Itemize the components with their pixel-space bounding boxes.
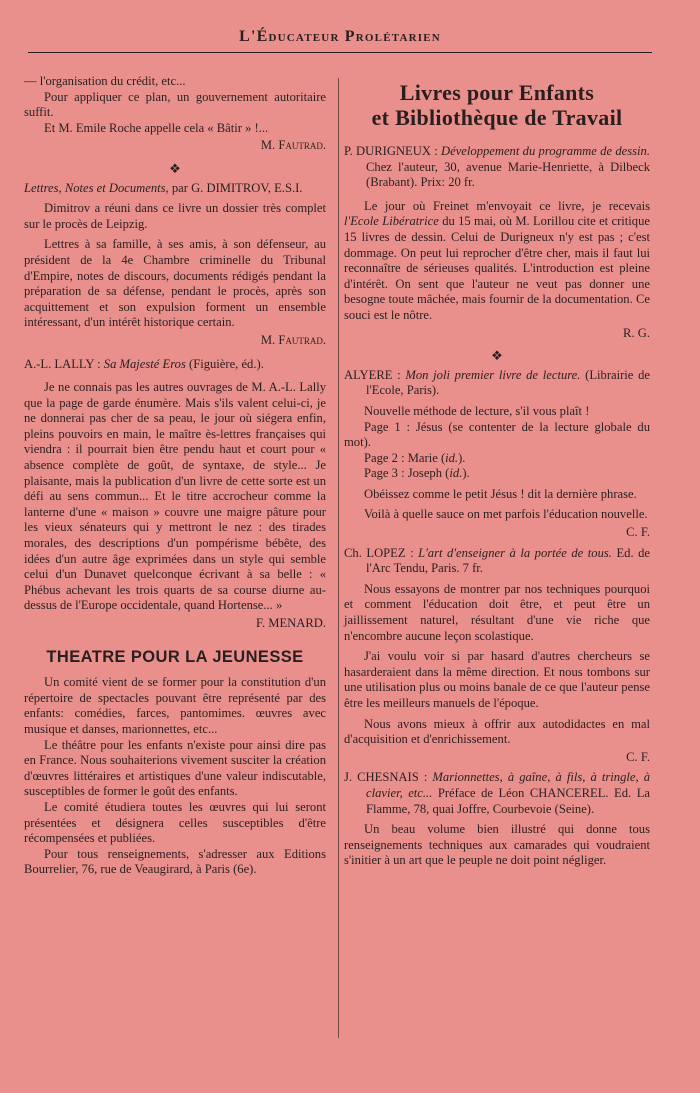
intro-line: Et M. Emile Roche appelle cela « Bâtir » !... bbox=[44, 120, 269, 135]
review-heading bbox=[344, 770, 650, 817]
review-paragraph bbox=[344, 199, 650, 324]
book-author: J. CHESNAIS : bbox=[344, 770, 433, 785]
book-author: P. DURIGNEUX : bbox=[344, 144, 442, 158]
section-title: THEATRE POUR LA JEUNESSE bbox=[46, 647, 304, 666]
ornament-icon: ❖ bbox=[491, 348, 503, 364]
signature: C. F. bbox=[626, 749, 650, 764]
signature: M. Fautrad. bbox=[260, 138, 326, 153]
book-author: par G. DIMITROV, E.S.I. bbox=[168, 180, 303, 195]
text-run: du 15 mai, où M. Lorillou cite et critique 15 livres de dessin. Celui de Durigneux n'y est pas ; c'est dommage. On peut lui reprocher d'être cher, mais il faut lui reconnaître de sérieuses qualités. L'introduction est pleine d'intérêt. On sent que l'auteur ne veut pas donner une besogne toute mâchée, mais fournir de la documentation. Ce souci est le nôtre. bbox=[344, 214, 650, 322]
title-line: et Bibliothèque de Travail bbox=[371, 105, 623, 130]
review-paragraph bbox=[344, 466, 650, 482]
section-title bbox=[344, 80, 650, 130]
review-paragraph: J'ai voulu voir si par hasard d'autres chercheurs se hasarderaient dans la même direction. Et nous tombons sur une utilisation plus ou moins banale de ce que l'auteur pense être les meilleurs manuels de l'époque. bbox=[344, 649, 650, 710]
review-paragraph: Un beau volume bien illustré qui donne tous renseignements techniques aux camarades qui voudraient s'initier à un art que le peuple ne doit point négliger. bbox=[344, 822, 650, 868]
review-paragraph: Nouvelle méthode de lecture, s'il vous plaît ! bbox=[364, 403, 590, 418]
signature: R. G. bbox=[623, 325, 650, 340]
review-paragraph: Dimitrov a réuni dans ce livre un dossier très complet sur le procès de Leipzig. bbox=[24, 201, 326, 231]
article-paragraph: Pour tous renseignements, s'adresser aux Editions Bourrelier, 76, rue de Veaugirard, à Paris (6e). bbox=[24, 846, 326, 877]
article-paragraph: Un comité vient de se former pour la constitution d'un répertoire de spectacles pouvant être représenté par des enfants: comédies, farces, pantomimes. œuvres avec musique et danses, marionnettes, etc... bbox=[24, 675, 326, 736]
review-paragraph: Page 1 : Jésus (se contenter de la lecture globale du mot). bbox=[344, 419, 650, 450]
signature: M. Fautrad. bbox=[260, 332, 326, 347]
intro-line: — l'organisation du crédit, etc... bbox=[24, 74, 186, 88]
book-title: Marionnettes, à gaîne, à fils, à tringle, à clavier, etc... bbox=[366, 770, 650, 800]
book-title: Développement du programme de dessin. bbox=[441, 144, 650, 158]
review-paragraph bbox=[344, 451, 650, 467]
text-run: id. bbox=[449, 466, 463, 481]
column-divider bbox=[338, 78, 339, 1038]
book-title: Mon joli premier livre de lecture. bbox=[405, 367, 581, 382]
page-header: L'Éducateur Prolétarien bbox=[28, 28, 652, 53]
book-author: A.-L. LALLY : bbox=[24, 356, 104, 371]
book-title: Sa Majesté Eros bbox=[103, 356, 186, 371]
book-publisher: (Librairie de l'Ecole, Paris). bbox=[366, 367, 651, 398]
review-heading bbox=[24, 357, 326, 373]
review-paragraph: Nous essayons de montrer par nos techniques pourquoi et comment l'éducation doit être, et peut être un jaillissement naturel, résultant d'une vie riche que n'encombre aucune leçon scolastique. bbox=[344, 581, 650, 643]
book-title: Lettres, Notes et Documents, bbox=[24, 180, 169, 195]
book-publisher: (Figuière, éd.). bbox=[185, 356, 264, 371]
article-paragraph: Le théâtre pour les enfants n'existe pour ainsi dire pas en France. Nous souhaiterions vivement susciter la création d'œuvres littéraires et artistiques d'une valeur indiscutable, susceptibles de former le goût des enfants. bbox=[24, 737, 326, 799]
book-author: Ch. LOPEZ : bbox=[344, 545, 419, 560]
review-paragraph: Lettres à sa famille, à ses amis, à son défenseur, au président de la 4e Chambre criminelle du Tribunal d'Empire, notes de discours, documents rédigés pendant la préparation de sa défense, pendant le procès, après son acquittement et son expulsion forment un ensemble intéressant, d'un intérêt historique certain. bbox=[24, 237, 326, 330]
text-run: id. bbox=[445, 450, 459, 465]
text-run: ). bbox=[458, 450, 466, 465]
text-run: l'Ecole Libératrice bbox=[344, 214, 439, 229]
book-publisher: Chez l'auteur, 30, avenue Marie-Henriette, à Dilbeck (Brabant). Prix: 20 fr. bbox=[366, 159, 650, 190]
review-heading bbox=[344, 546, 650, 577]
review-heading bbox=[24, 181, 326, 197]
right-column bbox=[344, 74, 650, 869]
signature: C. F. bbox=[626, 525, 650, 540]
review-paragraph: Voilà à quelle sauce on met parfois l'éducation nouvelle. bbox=[364, 507, 648, 522]
text-run: Page 2 : Marie ( bbox=[364, 450, 446, 465]
review-paragraph: Nous avons mieux à offrir aux autodidactes en mal d'acquisition et d'enrichissement. bbox=[344, 716, 650, 747]
review-heading bbox=[344, 368, 650, 399]
text-run: Le jour où Freinet m'envoyait ce livre, je recevais bbox=[364, 198, 650, 213]
ornament-icon: ❖ bbox=[169, 160, 181, 176]
book-publisher: Ed. de l'Arc Tendu, Paris. 7 fr. bbox=[366, 545, 651, 576]
left-column bbox=[24, 74, 326, 878]
article-paragraph: Le comité étudiera toutes les œuvres qui lui seront présentées et désignera celles susceptibles d'être récompensées et publiées. bbox=[24, 799, 326, 846]
book-title: L'art d'enseigner à la portée de tous. bbox=[418, 545, 612, 560]
intro-line: Pour appliquer ce plan, un gouvernement autoritaire suffit. bbox=[24, 89, 326, 120]
book-publisher: Préface de Léon CHANCEREL. Ed. La Flamme, 78, quai Joffre, Courbevoie (Seine). bbox=[366, 785, 650, 816]
text-run: ). bbox=[462, 466, 470, 481]
book-author: ALYERE : bbox=[344, 367, 406, 382]
review-heading bbox=[344, 144, 650, 191]
text-run: Page 3 : Joseph ( bbox=[364, 466, 450, 481]
review-paragraph: Obéissez comme le petit Jésus ! dit la dernière phrase. bbox=[364, 486, 637, 501]
title-line: Livres pour Enfants bbox=[399, 80, 595, 105]
review-paragraph: Je ne connais pas les autres ouvrages de M. A.-L. Lally que la page de garde énumère. Mais s'ils valent celui-ci, je ne donnerai pas cher de sa peau, le jour où siégera enfin, pleins pouvoirs en main, le maître ès-lettres françaises qui viendra : il pourrait bien être pendu haut et court pour « absence complète de goût, de syntaxe, de style... Je plaisante, mais la publication d'un livre de cette sorte est un défi au sens commun... Et le titre accrocheur comme la lanterne d'une « maison » couvre une maigre pâture pour les vieux sénateurs qui y mettront le nez : des tirades morales, des descriptions d'un pompérisme bébête, des idées d'un autre âge exprimées dans un style qui semble celui d'un Dunavet quelconque écrivant à sa belle : « Phébus achevant les trois quarts de sa course diurne au-dessus de l'Europe occidentale, quand Hortense... » bbox=[24, 380, 326, 613]
signature: F. MENARD. bbox=[255, 616, 326, 630]
